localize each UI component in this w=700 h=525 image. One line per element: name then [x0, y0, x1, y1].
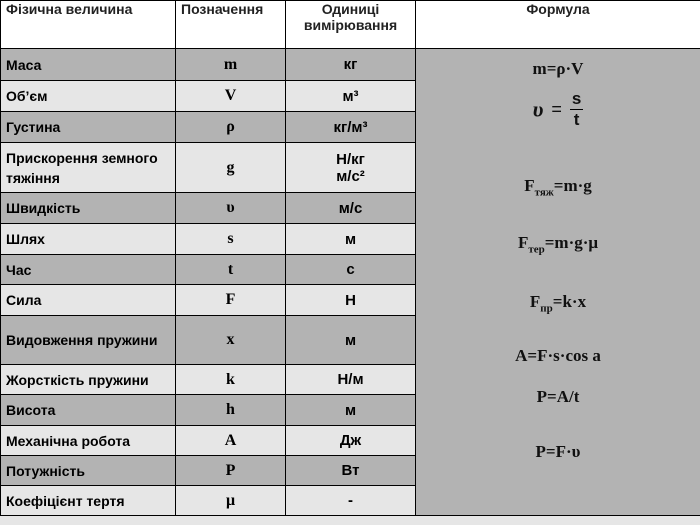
gravity-force-symbol: F [524, 176, 535, 195]
quantity-unit: м [286, 395, 416, 426]
quantity-unit: Н/м [286, 365, 416, 395]
speed-fraction [570, 89, 583, 130]
formula-gravity [416, 176, 700, 198]
quantity-unit: м [286, 316, 416, 365]
friction-subscript: тер [528, 243, 545, 256]
fraction-numerator: s [571, 89, 582, 108]
quantity-name: Час [1, 255, 176, 285]
header-symbol: Позначення [176, 1, 286, 49]
quantity-name: Коефіцієнт тертя [1, 486, 176, 516]
quantity-name: Жорсткість пружини [1, 365, 176, 395]
quantity-symbol: ρ [176, 112, 286, 143]
quantity-symbol: g [176, 143, 286, 193]
quantity-unit [286, 143, 416, 193]
formula-friction [416, 233, 700, 255]
formula-power-1: P=A/t [536, 387, 580, 406]
quantity-symbol: A [176, 426, 286, 456]
quantity-name: Швидкість [1, 193, 176, 224]
quantity-name: Видовження пружини [1, 316, 176, 365]
quantity-name: Об’єм [1, 81, 176, 112]
gravity-subscript: тяж [534, 186, 554, 199]
quantity-symbol: x [176, 316, 286, 365]
quantity-name: Маса [1, 49, 176, 81]
quantity-unit: Н [286, 285, 416, 316]
quantity-unit: м/с [286, 193, 416, 224]
fraction-denominator: t [573, 110, 580, 129]
formula-column [416, 49, 700, 516]
quantity-unit: с [286, 255, 416, 285]
elastic-subscript: пр [540, 302, 553, 315]
quantity-symbol: h [176, 395, 286, 426]
quantity-symbol: k [176, 365, 286, 395]
quantity-unit: - [286, 486, 416, 516]
formula-power-2: P=F·υ [535, 442, 581, 461]
quantity-name: Шлях [1, 224, 176, 255]
quantity-unit: кг [286, 49, 416, 81]
elastic-rhs: =k·x [552, 292, 587, 311]
quantity-unit: кг/м³ [286, 112, 416, 143]
friction-rhs: =m·g·μ [544, 233, 599, 252]
quantity-unit: м³ [286, 81, 416, 112]
quantity-name: Прискорення земного тяжіння [1, 143, 176, 193]
header-units: Одиниці вимірювання [286, 1, 416, 49]
formula-work: A=F·s·cos a [515, 346, 601, 365]
quantity-name: Механічна робота [1, 426, 176, 456]
formula-speed [416, 89, 700, 130]
gravity-rhs: =m·g [553, 176, 592, 195]
quantity-unit: Вт [286, 456, 416, 486]
equals-sign: = [551, 99, 562, 119]
quantity-symbol: m [176, 49, 286, 81]
formula-elastic [416, 292, 700, 314]
formula-mass: m=ρ·V [532, 59, 584, 78]
unit-line-2: м/с² [336, 167, 365, 185]
quantity-name: Густина [1, 112, 176, 143]
quantity-symbol: s [176, 224, 286, 255]
elastic-force-symbol: F [529, 292, 541, 311]
quantity-unit: м [286, 224, 416, 255]
table-row [1, 49, 700, 81]
header-row [1, 1, 700, 49]
quantity-name: Потужність [1, 456, 176, 486]
speed-symbol: υ [532, 96, 544, 122]
header-formula: Формула [416, 1, 700, 49]
header-quantity: Фізична величина [1, 1, 176, 49]
quantity-symbol: υ [176, 193, 286, 224]
quantity-symbol: V [176, 81, 286, 112]
quantity-symbol: P [176, 456, 286, 486]
quantity-unit: Дж [286, 426, 416, 456]
quantity-symbol: t [176, 255, 286, 285]
quantity-name: Сила [1, 285, 176, 316]
quantity-symbol: F [176, 285, 286, 316]
quantity-symbol: μ [176, 486, 286, 516]
quantity-name: Висота [1, 395, 176, 426]
unit-line-1: Н/кг [336, 150, 365, 168]
friction-force-symbol: F [517, 233, 529, 252]
